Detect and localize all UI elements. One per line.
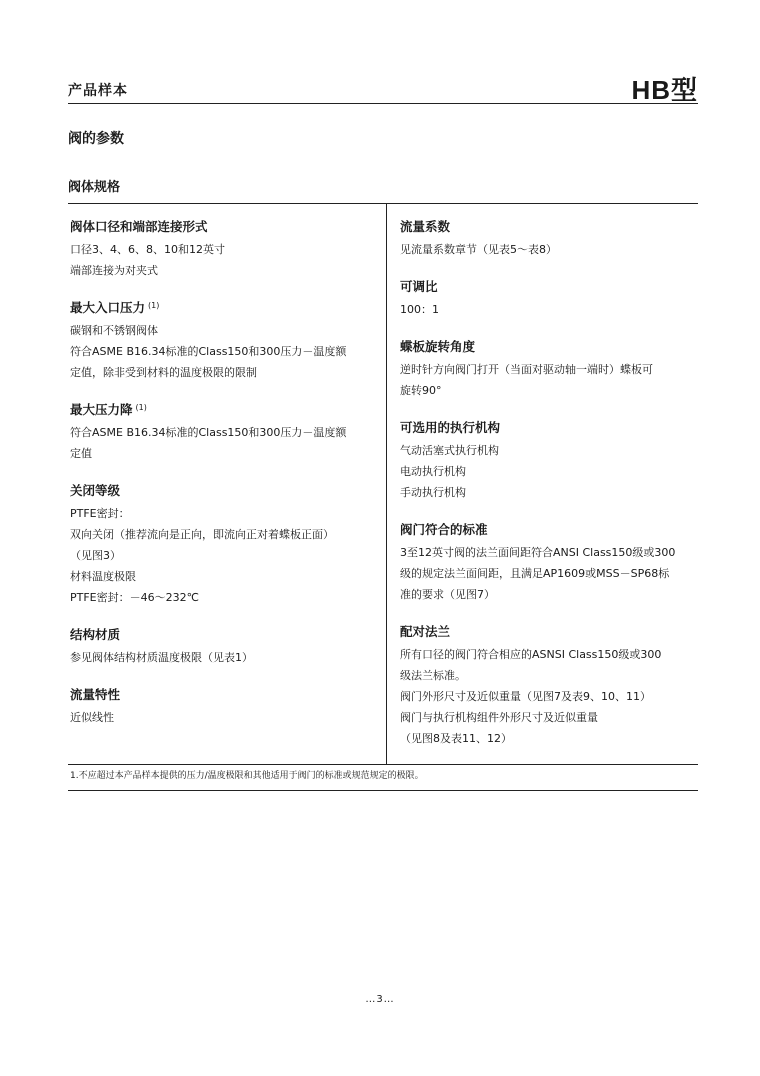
footnote-rule (68, 790, 698, 791)
spec-title: 最大压力降 $^{(1)}$ (70, 402, 147, 417)
header-label: 产品样本 (68, 83, 128, 99)
page-number: …3… (365, 994, 395, 1005)
spec-line: PTFE密封： (70, 507, 130, 520)
spec-line: 见流量系数章节（见表5～表8） (400, 243, 557, 256)
spec-block (70, 686, 374, 728)
spec-title: 蝶板旋转角度 (400, 339, 476, 354)
spec-block (70, 626, 374, 668)
spec-block (400, 419, 702, 503)
footnote-ref: (1) (148, 301, 160, 310)
spec-line: 逆时针方向阀门打开（当面对驱动轴一端时）蝶板可 (400, 363, 653, 376)
spec-title: 可选用的执行机构 (400, 420, 501, 435)
spec-line: 电动执行机构 (400, 465, 466, 478)
spec-title: 结构材质 (70, 627, 121, 642)
spec-block (400, 278, 702, 320)
column-divider (386, 203, 387, 764)
spec-line: 所有口径的阀门符合相应的ASNSI Class150级或300 (400, 648, 662, 661)
spec-line: （见图8及表11、12） (400, 732, 512, 745)
spec-block (70, 401, 374, 464)
spec-line: 手动执行机构 (400, 486, 466, 499)
spec-line: 双向关闭（推荐流向是正向，即流向正对着蝶板正面） (70, 528, 334, 541)
subsection-title: 阀体规格 (68, 180, 121, 195)
spec-title: 配对法兰 (400, 624, 451, 639)
spec-line: PTFE密封：－46～232℃ (70, 591, 199, 604)
spec-line: 参见阀体结构材质温度极限（见表1） (70, 651, 253, 664)
spec-line: （见图3） (70, 549, 121, 562)
section-title: 阀的参数 (68, 131, 124, 147)
spec-line: 定值，除非受到材料的温度极限的限制 (70, 366, 257, 379)
spec-title: 可调比 (400, 279, 438, 294)
spec-line: 口径3、4、6、8、10和12英寸 (70, 243, 225, 256)
spec-block (70, 299, 374, 383)
spec-line: 定值 (70, 447, 92, 460)
right-column (400, 218, 702, 767)
spec-line: 碳钢和不锈钢阀体 (70, 324, 158, 337)
spec-line: 符合ASME B16.34标准的Class150和300压力－温度额 (70, 345, 347, 358)
spec-title: 最大入口压力 $^{(1)}$ (70, 300, 160, 315)
spec-line: 3至12英寸阀的法兰面间距符合ANSI Class150级或300 (400, 546, 676, 559)
spec-block (70, 482, 374, 608)
spec-block (400, 338, 702, 401)
spec-block (400, 521, 702, 605)
spec-line: 100：1 (400, 303, 439, 316)
spec-line: 气动活塞式执行机构 (400, 444, 499, 457)
footnote-ref: (1) (135, 403, 147, 412)
spec-line: 材料温度极限 (70, 570, 136, 583)
spec-title: 流量特性 (70, 687, 121, 702)
spec-line: 近似线性 (70, 711, 114, 724)
spec-line: 端部连接为对夹式 (70, 264, 158, 277)
table-top-rule (68, 203, 698, 204)
footnote: 1.不应超过本产品样本提供的压力/温度极限和其他适用于阀门的标准或规范规定的极限。 (70, 771, 424, 781)
spec-line: 旋转90° (400, 384, 442, 397)
spec-title: 关闭等级 (70, 483, 121, 498)
spec-line: 阀门外形尺寸及近似重量（见图7及表9、10、11） (400, 690, 651, 703)
spec-title: 阀门符合的标准 (400, 522, 488, 537)
spec-title: 流量系数 (400, 219, 451, 234)
spec-line: 符合ASME B16.34标准的Class150和300压力－温度额 (70, 426, 347, 439)
left-column (70, 218, 374, 746)
spec-title: 阀体口径和端部连接形式 (70, 219, 208, 234)
spec-line: 级的规定法兰面间距，且满足AP1609或MSS－SP68标 (400, 567, 670, 580)
header-divider (68, 103, 698, 104)
spec-line: 级法兰标准。 (400, 669, 466, 682)
spec-block (70, 218, 374, 281)
table-bottom-rule (68, 764, 698, 765)
spec-line: 阀门与执行机构组件外形尺寸及近似重量 (400, 711, 598, 724)
spec-block (400, 623, 702, 749)
spec-line: 准的要求（见图7） (400, 588, 495, 601)
product-model: HB型 (631, 75, 698, 105)
spec-block (400, 218, 702, 260)
